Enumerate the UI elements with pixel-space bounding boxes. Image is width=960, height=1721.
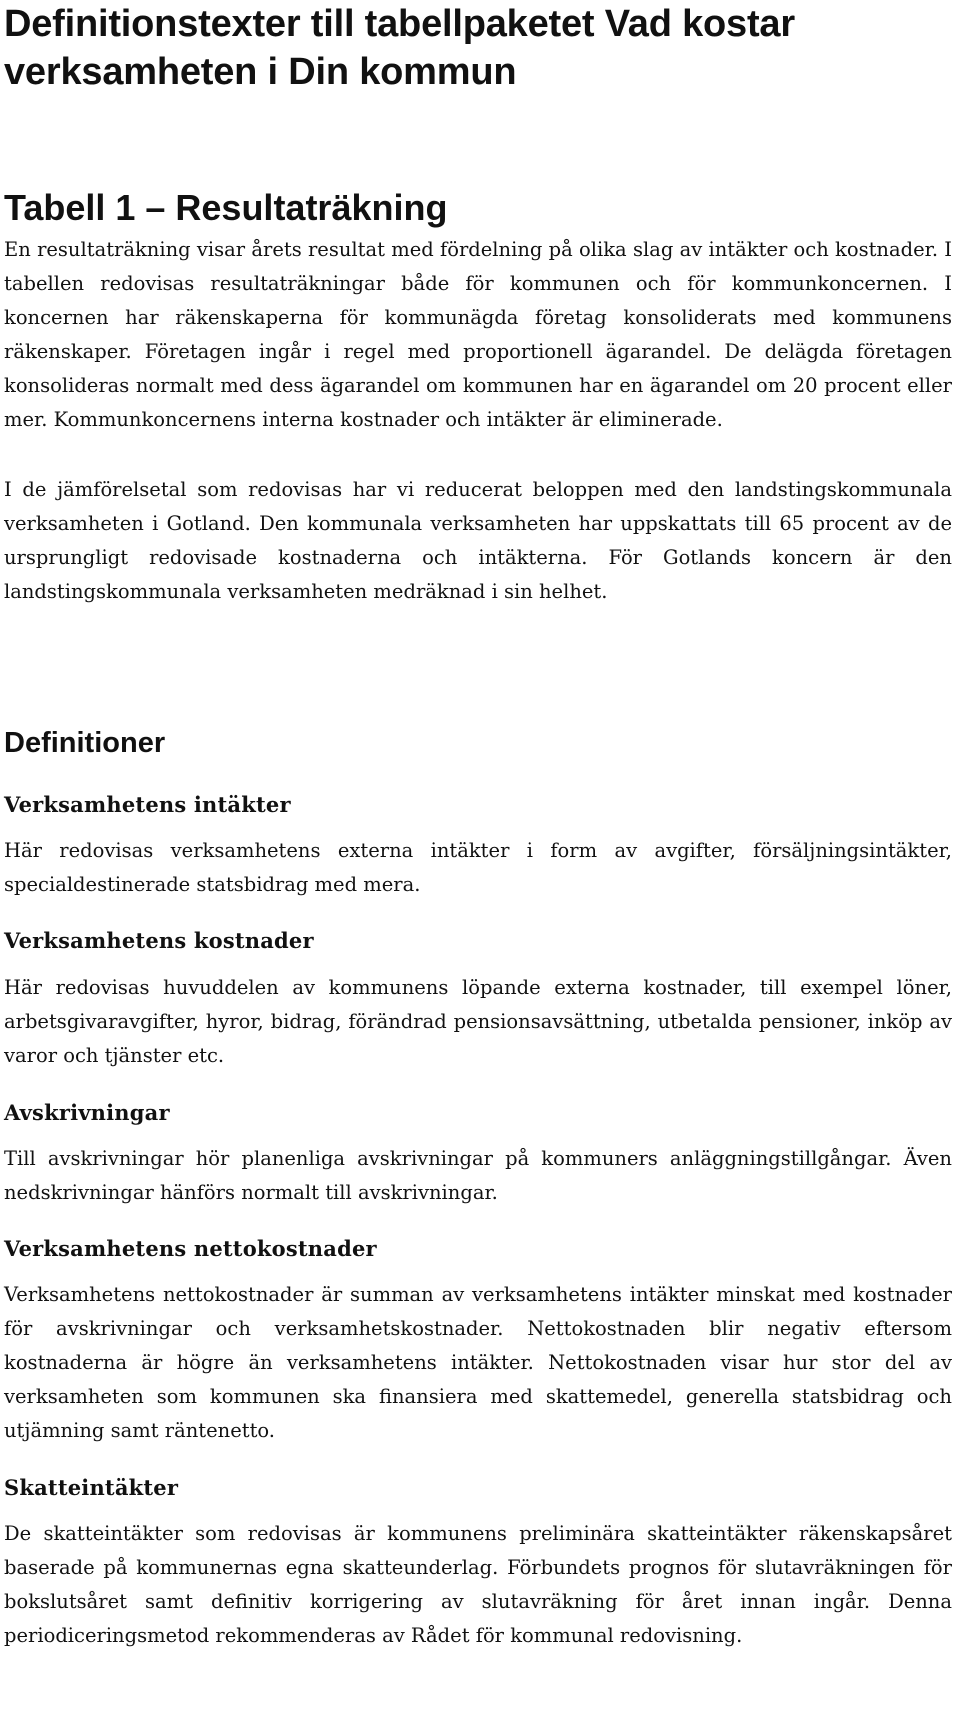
definition-term-verksamhetens-intakter: Verksamhetens intäkter: [4, 792, 291, 817]
definition-term-skatteintakter: Skatteintäkter: [4, 1475, 179, 1500]
definition-term-verksamhetens-kostnader: Verksamhetens kostnader: [4, 928, 314, 953]
definition-term-avskrivningar: Avskrivningar: [4, 1100, 170, 1125]
intro-paragraph-2: I de jämförelsetal som redovisas har vi reducerat beloppen med den landstingskommunala verksamheten i Gotland. Den kommunala verksamheten har uppskattats till 65 procent av de ursprungligt redovisade kostnaderna och intäkterna. För Gotlands koncern är den landstingskommunala verksamheten medräknad i sin helhet.: [4, 478, 952, 603]
definitions-heading: Definitioner: [4, 727, 166, 759]
definition-text-skatteintakter: De skatteintäkter som redovisas är kommunens preliminära skatteintäkter räkenskapsåret baserade på kommunernas egna skatteunderlag. Förbundets prognos för slutavräkningen för bokslutsåret samt definitiv korrigering av slutavräkning för året innan ingår. Denna periodiceringsmetod rekommenderas av Rådet för kommunal redovisning.: [4, 1522, 952, 1647]
definition-text-verksamhetens-kostnader: Här redovisas huvuddelen av kommunens löpande externa kostnader, till exempel löner, arbetsgivaravgifter, hyror, bidrag, förändrad pensionsavsättning, utbetalda pensioner, inköp av varor och tjänster etc.: [4, 976, 952, 1067]
intro-paragraph-1: En resultaträkning visar årets resultat med fördelning på olika slag av intäkter och kostnader. I tabellen redovisas resultaträkningar både för kommunen och för kommunkoncernen. I koncernen har räkenskaperna för kommunägda företag konsoliderats med kommunens räkenskaper. Företagen ingår i regel med proportionell ägarandel. De delägda företagen konsolideras normalt med dess ägarandel om kommunen har en ägarandel om 20 procent eller mer. Kommunkoncernens interna kostnader och intäkter är eliminerade.: [4, 238, 952, 431]
definition-text-verksamhetens-intakter: Här redovisas verksamhetens externa intäkter i form av avgifter, försäljningsintäkter, specialdestinerade statsbidrag med mera.: [4, 839, 952, 896]
definition-term-verksamhetens-nettokostnader: Verksamhetens nettokostnader: [4, 1236, 377, 1261]
definition-text-avskrivningar: Till avskrivningar hör planenliga avskrivningar på kommuners anläggningstillgångar. Även nedskrivningar hänförs normalt till avskrivningar.: [4, 1147, 952, 1204]
definition-text-verksamhetens-nettokostnader: Verksamhetens nettokostnader är summan av verksamhetens intäkter minskat med kostnader för avskrivningar och verksamhetskostnader. Nettokostnaden blir negativ eftersom kostnaderna är högre än verksamhetens intäkter. Nettokostnaden visar hur stor del av verksamheten som kommunen ska finansiera med skattemedel, generella statsbidrag och utjämning samt räntenetto.: [4, 1283, 952, 1442]
document-title: Definitionstexter till tabellpaketet Vad kostar verksamheten i Din kommun: [4, 3, 795, 93]
table-heading: Tabell 1 – Resultaträkning: [4, 187, 448, 228]
